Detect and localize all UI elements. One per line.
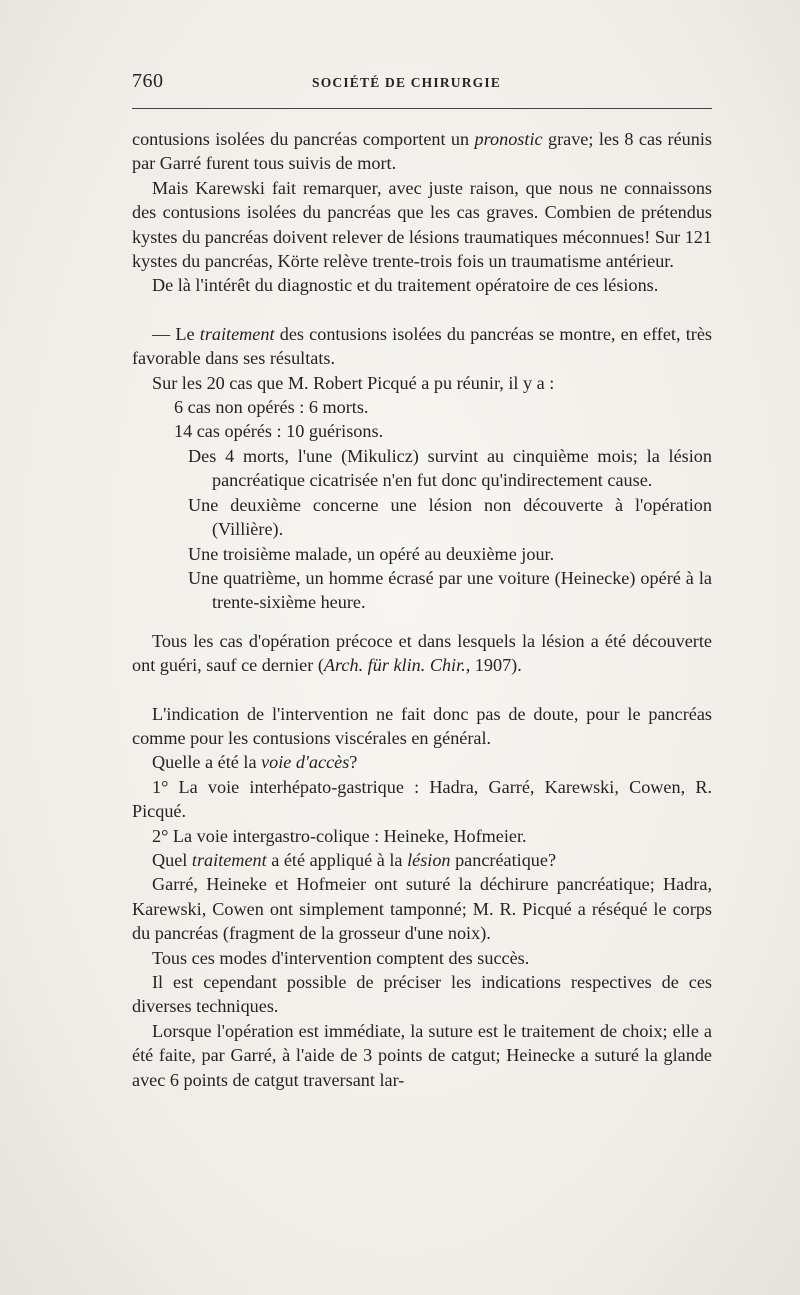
list-item: Une troisième malade, un opéré au deuxième jour. [188,543,555,564]
paragraph: Tous ces modes d'intervention comptent des succès. [152,947,530,968]
list-item: Une quatrième, un homme écrasé par une voiture (Heinecke) opéré à la trente-sixième heure. [188,567,712,613]
paragraph: Sur les 20 cas que M. Robert Picqué a pu réunir, il y a : [152,372,555,393]
paragraph: Garré, Heineke et Hofmeier ont suturé la déchirure pancréatique; Hadra, Karewski, Cowen ont simplement tamponné; M. R. Picqué a réséqué le corps du pancréas (fragment de la grosseur d'une noix). [132,874,712,944]
paragraph: Lorsque l'opération est immédiate, la suture est le traitement de choix; elle a été faite, par Garré, à l'aide de 3 points de catgut; Heinecke a suturé la glande avec 6 points de catgut traversant lar- [132,1020,712,1090]
page-header [132,70,712,100]
running-head: SOCIÉTÉ DE CHIRURGIE [312,75,502,90]
paragraph: 1° La voie interhépato-gastrique : Hadra, Garré, Karewski, Cowen, R. Picqué. [132,776,712,822]
paragraph: Quelle a été la voie d'accès? [152,752,358,773]
list-item: Des 4 morts, l'une (Mikulicz) survint au cinquième mois; la lésion pancréatique cicatrisée n'en fut donc qu'indirectement cause. [188,445,712,491]
list-item: 14 cas opérés : 10 guérisons. [174,421,384,442]
paragraph: De là l'intérêt du diagnostic et du traitement opératoire de ces lésions. [152,275,659,296]
paragraph: 2° La voie intergastro-colique : Heineke, Hofmeier. [152,825,527,846]
paragraph: L'indication de l'intervention ne fait donc pas de doute, pour le pancréas comme pour les contusions viscérales en général. [132,703,712,748]
paragraph: contusions isolées du pancréas comportent un pronostic grave; les 8 cas réunis par Garré furent tous suivis de mort. [132,129,712,174]
paragraph: Tous les cas d'opération précoce et dans lesquels la lésion a été découverte ont guéri, sauf ce dernier (Arch. für klin. Chir., 1907). [132,630,712,676]
page-number: 760 [132,70,164,92]
header-rule [132,108,712,109]
paragraph: Il est cependant possible de préciser les indications respectives de ces diverses techniques. [132,972,712,1017]
list-item: Une deuxième concerne une lésion non découverte à l'opération (Villière). [188,494,712,540]
paragraph: Mais Karewski fait remarquer, avec juste raison, que nous ne connaissons des contusions isolées du pancréas que les cas graves. Combien de prétendus kystes du pancréas doivent relever de lésions traumatiques méconnues! Sur 121 kystes du pancréas, Körte relève trente-trois fois un traumatisme antérieur. [132,177,712,272]
paragraph: — Le traitement des contusions isolées du pancréas se montre, en effet, très favorable dans ses résultats. [132,323,712,369]
body-text [132,127,712,1092]
paragraph: Quel traitement a été appliqué à la lésion pancréatique? [152,849,557,870]
list-item: 6 cas non opérés : 6 morts. [174,397,369,418]
